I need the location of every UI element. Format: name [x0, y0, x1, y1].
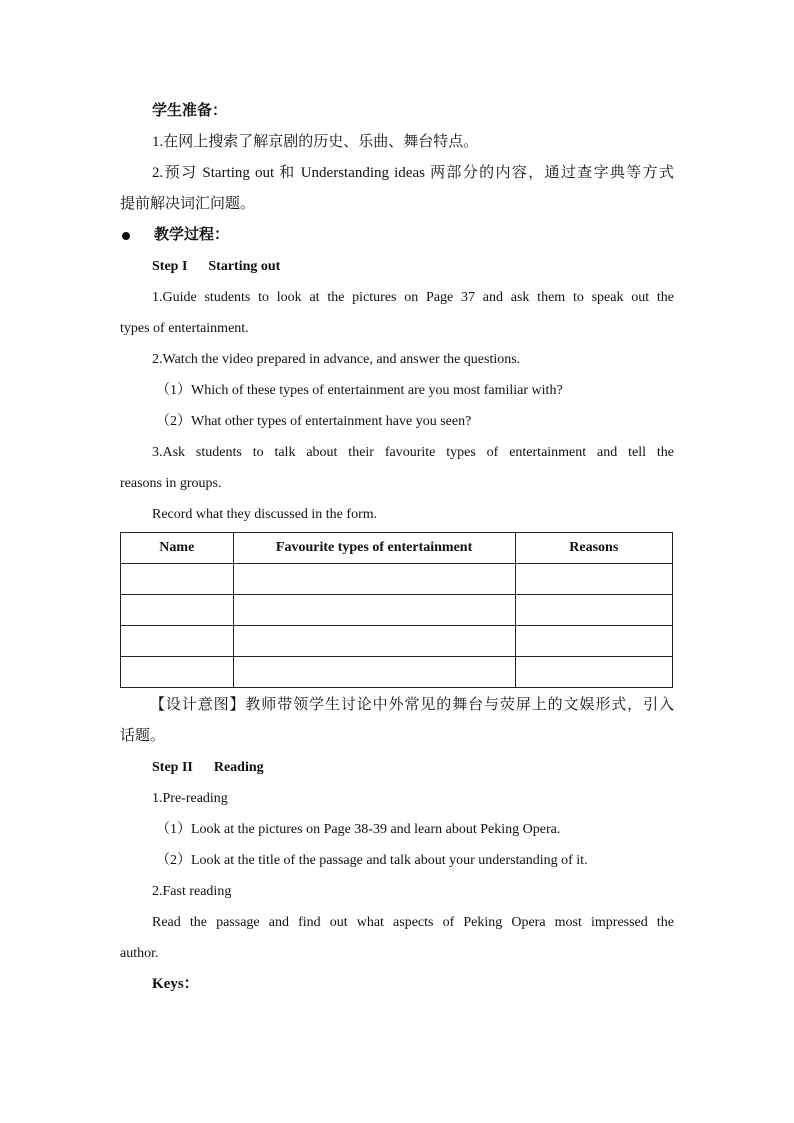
step1-p1-line-1: 1.Guide students to look at the pictures on Page 37 and ask them to speak out the — [152, 290, 674, 305]
step2-title: Step II Reading — [152, 760, 264, 775]
step2-pre-item-2: （2）Look at the title of the passage and talk about your understanding of it. — [156, 853, 588, 868]
table-cell — [515, 657, 672, 688]
student-prep-item-2-line-1: 2.预习 Starting out 和 Understanding ideas 两部分的内容，通过查字典等方式 — [152, 165, 674, 181]
table-header-name: Name — [121, 533, 234, 564]
table-cell — [515, 564, 672, 595]
student-prep-item-2-line-2: 提前解决词汇问题。 — [120, 196, 256, 212]
table-header-favourite: Favourite types of entertainment — [233, 533, 515, 564]
step2-fast-line-1: Read the passage and find out what aspects of Peking Opera most impressed the — [152, 915, 674, 930]
table-cell — [121, 657, 234, 688]
step1-p2: 2.Watch the video prepared in advance, and answer the questions. — [152, 352, 521, 367]
step2-pre-reading: 1.Pre-reading — [152, 791, 228, 806]
student-prep-heading: 学生准备： — [152, 103, 228, 119]
table-cell — [233, 657, 515, 688]
step2-fast-line-2: author. — [120, 946, 159, 961]
table-row — [121, 595, 673, 626]
design-intent-line-2: 话题。 — [120, 728, 166, 744]
step1-question-2: （2）What other types of entertainment have you seen? — [156, 414, 472, 429]
table-cell — [121, 564, 234, 595]
bullet-icon — [122, 232, 130, 240]
student-prep-item-1: 1.在网上搜索了解京剧的历史、乐曲、舞台特点。 — [152, 134, 479, 150]
record-table — [120, 532, 673, 688]
step2-pre-item-1: （1）Look at the pictures on Page 38-39 and learn about Peking Opera. — [156, 822, 561, 837]
table-header-reasons: Reasons — [515, 533, 672, 564]
design-intent-line-1: 【设计意图】教师带领学生讨论中外常见的舞台与荧屏上的文娱形式，引入 — [150, 697, 674, 713]
step1-p1-line-2: types of entertainment. — [120, 321, 249, 336]
step1-p3-line-2: reasons in groups. — [120, 476, 222, 491]
table-cell — [515, 626, 672, 657]
table-cell — [233, 595, 515, 626]
table-cell — [233, 626, 515, 657]
step1-title: Step I Starting out — [152, 259, 281, 274]
process-heading: 教学过程： — [154, 227, 230, 243]
table-row — [121, 657, 673, 688]
table-cell — [121, 626, 234, 657]
document-content — [120, 96, 674, 1000]
step1-p3-line-1: 3.Ask students to talk about their favourite types of entertainment and tell the — [152, 445, 674, 460]
table-cell — [233, 564, 515, 595]
step1-p4: Record what they discussed in the form. — [152, 507, 378, 522]
step2-keys: Keys： — [152, 976, 199, 992]
process-heading-row — [120, 220, 674, 251]
table-row — [121, 626, 673, 657]
table-cell — [515, 595, 672, 626]
table-row — [121, 564, 673, 595]
table-header-row — [121, 533, 673, 564]
table-cell — [121, 595, 234, 626]
step2-fast-reading: 2.Fast reading — [152, 884, 232, 899]
step1-question-1: （1）Which of these types of entertainment are you most familiar with? — [156, 383, 563, 398]
